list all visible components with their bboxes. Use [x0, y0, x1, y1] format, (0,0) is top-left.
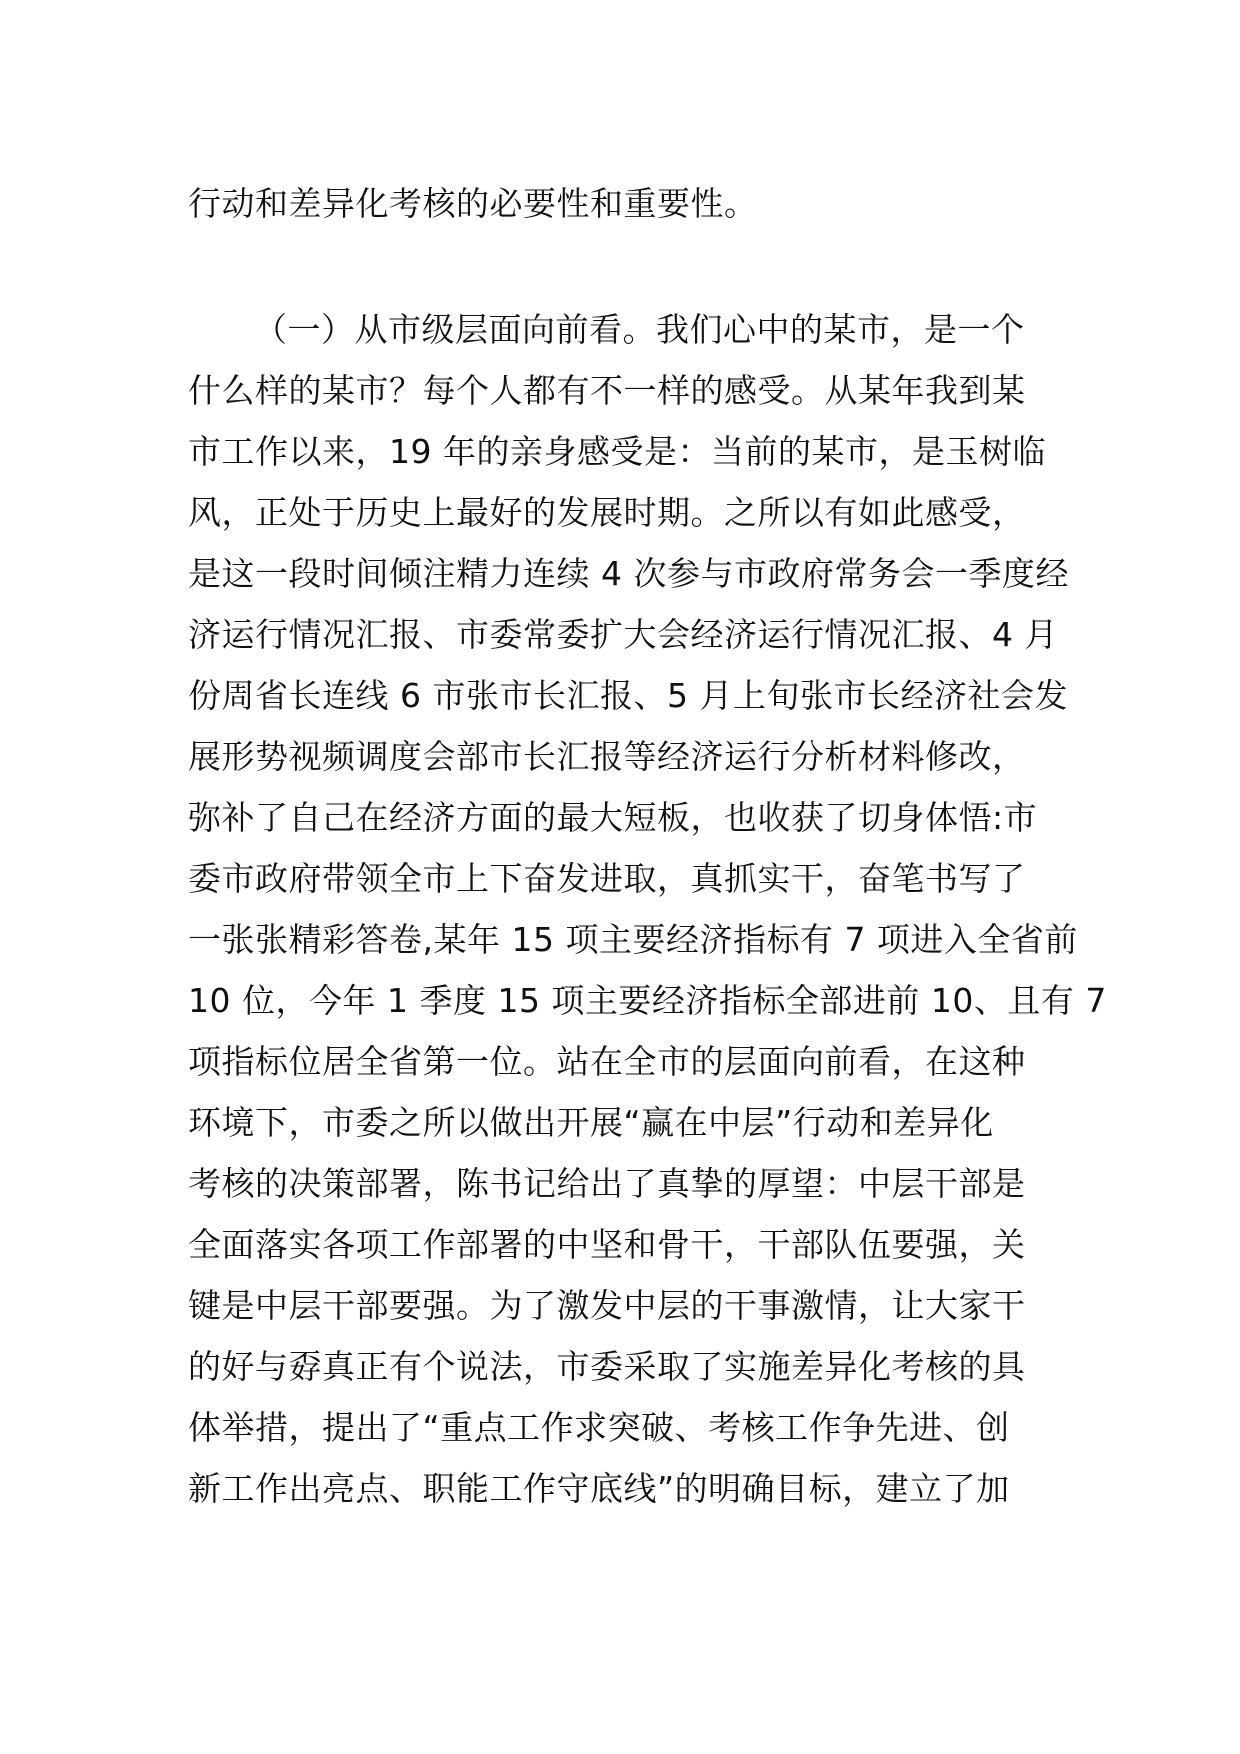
paragraph-line: 项指标位居全省第一位。站在全市的层面向前看，在这种: [188, 1042, 1026, 1081]
paragraph-line: 体举措，提出了“重点工作求突破、考核工作争先进、创: [188, 1408, 1010, 1447]
paragraph-line: 是这一段时间倾注精力连续 4 次参与市政府常务会一季度经: [188, 554, 1069, 593]
paragraph-line: （一）从市级层面向前看。我们心中的某市，是一个: [254, 310, 1025, 349]
paragraph-line: 委市政府带领全市上下奋发进取，真抓实干，奋笔书写了: [188, 859, 1026, 898]
paragraph-line: 风，正处于历史上最好的发展时期。之所以有如此感受，: [188, 493, 1026, 532]
paragraph-line: 行动和差异化考核的必要性和重要性。: [188, 184, 758, 223]
paragraph-line: 键是中层干部要强。为了激发中层的干事激情，让大家干: [188, 1286, 1026, 1325]
paragraph-line: 一张张精彩答卷,某年 15 项主要经济指标有 7 项进入全省前: [188, 920, 1078, 959]
paragraph-line: 济运行情况汇报、市委常委扩大会经济运行情况汇报、4 月: [188, 615, 1058, 654]
paragraph-line: 的好与孬真正有个说法，市委采取了实施差异化考核的具: [188, 1347, 1026, 1386]
paragraph-line: 份周省长连线 6 市张市长汇报、5 月上旬张市长经济社会发: [188, 676, 1068, 715]
paragraph-line: 市工作以来，19 年的亲身感受是：当前的某市，是玉树临: [188, 432, 1046, 471]
paragraph-line: 展形势视频调度会部市长汇报等经济运行分析材料修改，: [188, 737, 1026, 776]
paragraph-line: 弥补了自己在经济方面的最大短板，也收获了切身体悟:市: [188, 798, 1038, 837]
paragraph-line: 全面落实各项工作部署的中坚和骨干，干部队伍要强，关: [188, 1225, 1026, 1264]
paragraph-line: 环境下，市委之所以做出开展“赢在中层”行动和差异化: [188, 1103, 994, 1142]
paragraph-line: 10 位，今年 1 季度 15 项主要经济指标全部进前 10、且有 7: [188, 981, 1107, 1020]
paragraph-line: 考核的决策部署，陈书记给出了真挚的厚望：中层干部是: [188, 1164, 1026, 1203]
paragraph-line: 什么样的某市？每个人都有不一样的感受。从某年我到某: [188, 371, 1026, 410]
paragraph-line: 新工作出亮点、职能工作守底线”的明确目标，建立了加: [188, 1469, 1010, 1508]
